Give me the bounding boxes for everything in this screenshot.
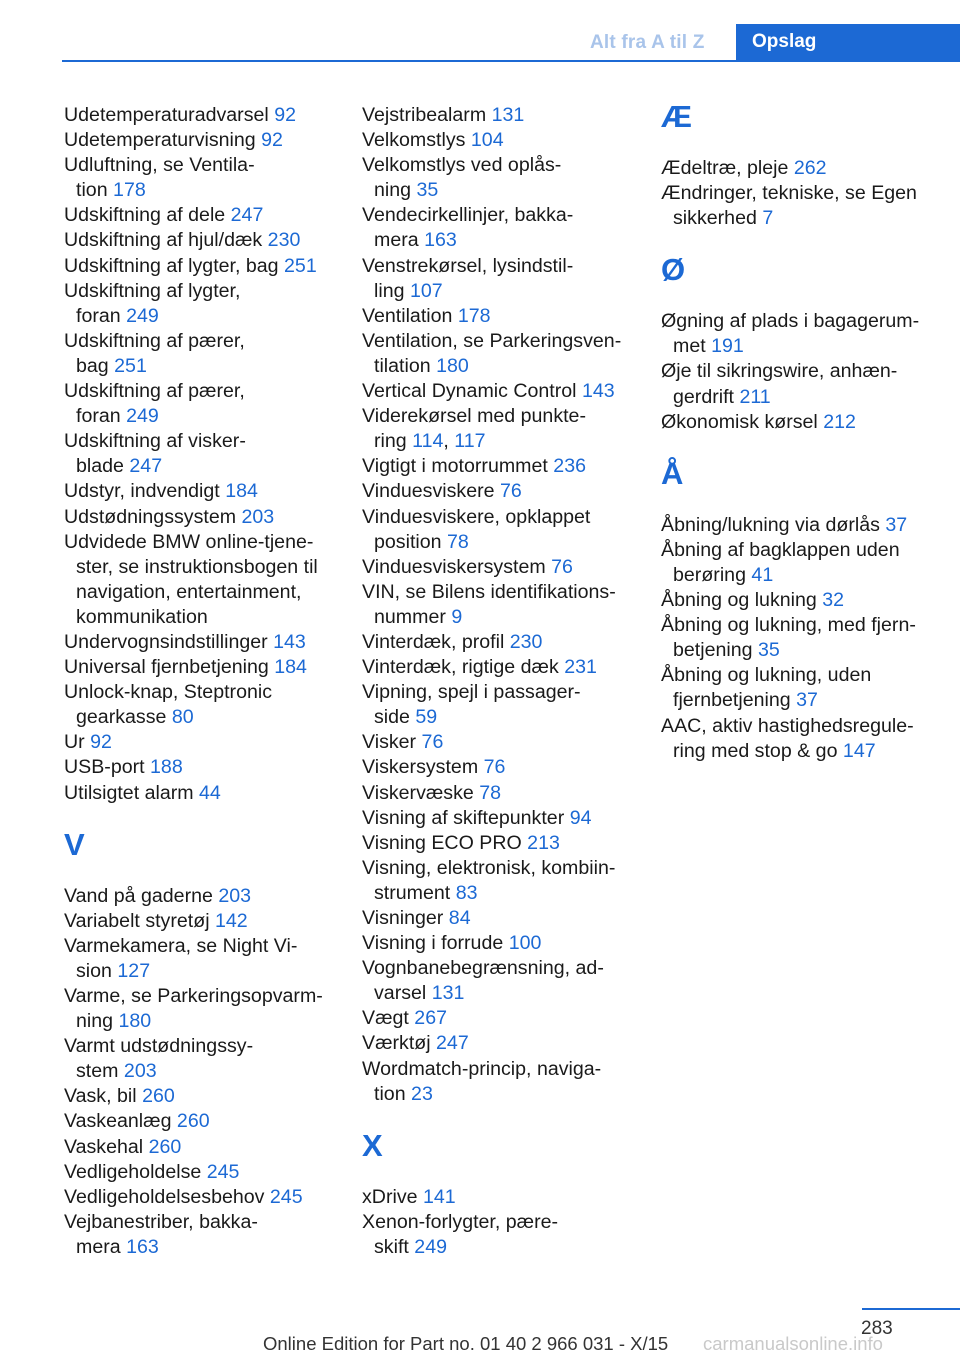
index-entry [362,931,647,956]
index-entry-text: Udskiftning af lygter, [64,279,241,302]
index-entry-text: Vask, bil [64,1085,137,1108]
index-entry-text: Øgning af plads i bagagerum- [661,310,920,333]
index-entry-text: ning [76,1010,114,1033]
page-reference-link[interactable]: 163 [424,229,457,252]
page-reference-link[interactable]: 44 [199,781,221,804]
index-column-3 [661,99,951,764]
index-entry-text: Vognbanebegrænsning, ad- [362,957,604,980]
index-entry [661,663,951,713]
page-reference-link[interactable]: 104 [470,129,504,152]
index-entry-text: Vinduesviskere [362,480,495,503]
index-entry-text: kommunikation [76,605,208,628]
page-reference-link[interactable]: 35 [416,179,439,202]
page-reference-link[interactable]: 83 [455,881,478,904]
index-entry-text: Xenon-forlygter, pære- [362,1210,559,1233]
index-entry [362,1057,647,1107]
page-reference-link[interactable]: 92 [90,731,112,754]
index-entry-text: betjening [673,639,753,662]
index-entry-text: AAC, aktiv hastighedsregule- [661,714,914,737]
page-reference-link[interactable]: 262 [793,157,827,179]
page-reference-link[interactable]: 191 [711,335,744,358]
index-entry [64,429,344,479]
index-entry [64,505,344,530]
index-entry [64,203,344,228]
index-entry-text: Ur [64,731,85,754]
page-reference-link[interactable]: 32 [822,589,845,612]
page-reference-link[interactable]: 143 [273,630,306,653]
page-header [0,0,960,62]
index-entry-text: Udstødningssystem [64,505,237,528]
page-reference-link[interactable]: 143 [581,380,615,403]
page-reference-link[interactable]: 78 [479,781,502,804]
page-reference-link[interactable]: 203 [123,1060,157,1083]
page-reference-link[interactable]: 141 [422,1185,456,1208]
index-entry-text: Udstyr, indvendigt [64,480,220,503]
index-entry-text: Værktøj [362,1032,431,1055]
index-entry [362,128,647,153]
page-reference-link[interactable]: 100 [508,932,542,955]
index-entry [362,630,647,655]
page-reference-link[interactable]: 117 [454,430,486,453]
page-reference-link[interactable]: 7 [762,207,774,230]
page-reference-link[interactable]: 249 [126,304,159,327]
page-reference-link[interactable]: 76 [499,480,522,503]
index-letter-heading: V [64,826,85,862]
index-entry [64,1109,344,1134]
index-entry-text: Viskersystem [362,756,479,779]
page-reference-link[interactable]: 212 [823,410,856,433]
index-entry-text: Visning af skiftepunkter [362,806,565,829]
page-reference-link[interactable]: 260 [142,1085,175,1108]
index-entry [362,1185,647,1210]
footer-rule [862,1308,960,1310]
page-reference-link[interactable]: 230 [267,229,301,252]
index-entry-text: Visning, elektronisk, kombiin- [362,856,616,879]
chapter-tab[interactable] [736,24,960,62]
index-entry-text: Vaskeanlæg [64,1110,172,1133]
index-entry-text: Vaskehal [64,1135,144,1158]
index-entry [362,655,647,680]
index-entry-text: Udskiftning af pærer, [64,380,245,403]
page-reference-link[interactable]: 92 [274,104,296,126]
page-reference-link[interactable]: 245 [269,1185,303,1208]
index-entry [661,714,951,764]
page-reference-link[interactable]: 260 [176,1110,210,1133]
page-reference-link[interactable]: 249 [126,405,159,428]
index-entry [64,1160,344,1185]
index-entry-text: Ventilation [362,304,453,327]
page-reference-link[interactable]: 251 [114,354,147,377]
index-entry-text: Økonomisk kørsel [661,410,818,433]
index-entry [362,254,647,304]
index-entry-text: side [374,706,410,729]
index-entry-text: Varme, se Parkeringsopvarm- [64,985,323,1007]
index-entry [64,984,344,1034]
index-entry-text: navigation, entertainment, [76,580,302,603]
index-entry [64,680,344,730]
page-reference-link[interactable]: 131 [431,982,465,1005]
index-entry-text: Vertical Dynamic Control [362,380,577,403]
index-entry [362,580,647,630]
page-reference-link[interactable]: 37 [796,689,818,712]
page-reference-link[interactable]: 180 [118,1010,152,1033]
index-entry-text: Vipning, spejl i passager- [362,681,581,704]
index-entry-text: met [673,335,706,358]
index-entry-text: Velkomstlys ved oplås- [362,154,562,177]
index-entry [64,479,344,504]
index-entry-text: position [374,530,442,553]
index-entry-text: VIN, se Bilens identifikations- [362,580,616,603]
page-reference-link[interactable]: 231 [564,656,597,679]
index-entry-text: Vinduesviskersystem [362,555,546,578]
page-reference-link[interactable]: 247 [230,204,264,227]
page-reference-link[interactable]: 245 [206,1160,240,1183]
page-reference-link[interactable]: 180 [436,354,469,377]
page-reference-link[interactable]: 35 [758,639,780,662]
index-entry [362,1210,647,1260]
index-entry [661,181,951,231]
page-reference-link[interactable]: 94 [569,806,592,829]
index-entry-text: Åbning/lukning via dørlås [661,513,880,536]
index-entry-text: Variabelt styretøj [64,909,210,932]
index-entry-text: berøring [673,563,746,586]
index-entry [661,588,951,613]
header-rule [62,60,960,62]
index-entry-text: Visninger [362,907,444,929]
index-column-2 [362,103,647,1260]
page-reference-link[interactable]: 203 [218,884,252,907]
index-entry [362,555,647,580]
index-entry [362,906,647,931]
index-entry-text: ster, se instruktionsbogen til [76,555,318,578]
page-reference-link[interactable]: 184 [274,656,307,679]
index-entry-text: Viskervæske [362,781,474,804]
index-entry-text: Vejstribealarm [362,104,487,126]
index-entry [362,831,647,856]
index-entry [64,1185,344,1210]
index-entry-text: skift [374,1235,409,1258]
index-entry [64,530,344,630]
index-column-1 [64,103,344,1260]
index-entry [64,153,344,203]
index-entry-text: Udetemperaturadvarsel [64,104,269,126]
index-entry [362,956,647,1006]
index-entry [64,379,344,429]
page-reference-link[interactable]: 184 [225,480,258,503]
index-entry-text: Øje til sikringswire, anhæn- [661,360,898,383]
index-entry-text: gearkasse [76,706,167,729]
index-entry-text: Åbning af bagklappen uden [661,538,900,561]
index-entry-text: mera [76,1235,121,1258]
index-entry [362,1006,647,1031]
index-entry [362,730,647,755]
index-entry [64,1034,344,1084]
page-number: 283 [861,1318,893,1339]
index-entry-text: Udluftning, se Ventila- [64,154,255,177]
index-entry [362,329,647,379]
index-entry-text: nummer [374,605,446,628]
chapter-tab-label: Opslag [752,31,817,52]
page-reference-link[interactable]: 249 [414,1235,447,1258]
index-entry-text: Universal fjernbetjening [64,656,269,679]
index-entry-text: gerdrift [673,385,734,408]
index-entry-text: tilation [374,354,431,377]
index-entry [661,410,951,435]
index-entry-text: Vinduesviskere, opklappet [362,505,591,528]
page-reference-link[interactable]: 84 [448,907,471,929]
index-entry-text: xDrive [362,1185,418,1208]
page-reference-link[interactable]: 127 [117,959,151,982]
index-entry-text: Udskiftning af hjul/dæk [64,229,263,252]
index-entry [362,379,647,404]
index-entry [661,156,951,181]
index-entry-text: Velkomstlys [362,129,466,152]
page-reference-link[interactable]: 92 [261,129,283,152]
page-reference-link[interactable]: 80 [171,706,194,729]
index-entry [362,856,647,906]
index-entry-text: fjernbetjening [673,689,791,712]
index-entry-text: Ventilation, se Parkeringsven- [362,329,622,352]
index-entry-text: ling [374,279,405,302]
index-entry-text: Vinterdæk, rigtige dæk [362,656,559,679]
page-reference-link[interactable]: 213 [527,831,560,854]
watermark: carmanualsonline.info [703,1333,883,1354]
index-entry-text: Udskiftning af pærer, [64,329,245,352]
page-reference-link[interactable]: 147 [842,739,876,762]
index-letter-heading: X [362,1127,383,1163]
page-reference-link[interactable]: 142 [215,909,248,932]
index-entry-text: Ædeltræ, pleje [661,157,789,179]
index-entry-text: Vigtigt i motorrummet [362,455,548,478]
index-entry [362,304,647,329]
index-entry-text: Wordmatch-princip, naviga- [362,1057,602,1080]
page-reference-link[interactable]: 163 [126,1235,159,1258]
index-entry-text: Vægt [362,1007,409,1030]
index-entry-text: ring [374,430,407,453]
index-entry-text: Vejbanestriber, bakka- [64,1210,258,1233]
index-entry [362,680,647,730]
index-entry-text: Udvidede BMW online-tjene- [64,530,314,553]
index-entry-text: Undervognsindstillinger [64,630,268,653]
index-entry [64,128,344,153]
index-entry-text: Vand på gaderne [64,884,213,907]
index-entry-text: bag [76,354,109,377]
section-title: Alt fra A til Z [590,32,705,53]
index-entry [661,613,951,663]
page-reference-link[interactable]: 23 [411,1082,433,1105]
index-entry [64,1135,344,1160]
index-entry [64,934,344,984]
index-entry-text: Udskiftning af dele [64,204,226,227]
index-entry: Viderekørsel med punkte- ring 114, 117 [362,405,586,453]
index-entry [362,153,647,203]
index-entry-text: Venstrekørsel, lysindstil- [362,254,574,277]
index-entry [362,781,647,806]
page-reference-link[interactable]: 37 [885,513,908,536]
page-reference-link[interactable]: 203 [241,505,275,528]
index-entry-text: blade [76,455,124,478]
index-entry [661,538,951,588]
index-entry [64,103,344,128]
index-letter-heading: Å [661,455,684,491]
index-entry [362,103,647,128]
page-reference-link[interactable]: 211 [739,385,771,408]
page-reference-link[interactable]: 251 [284,254,317,277]
index-entry-text: Vedligeholdelsesbehov [64,1185,265,1208]
index-letter-heading: Ø [661,252,686,288]
index-entry-text: Vinterdæk, profil [362,630,505,653]
index-entry-text: Åbning og lukning, med fjern- [661,614,916,637]
index-entry-text: ring med stop & go [673,739,838,762]
page-reference-link[interactable]: 107 [409,279,443,302]
index-entry [362,755,647,780]
page-reference-link[interactable]: 188 [150,756,183,779]
index-entry-text: Viderekørsel med punkte- [362,405,586,428]
index-letter-heading: Æ [661,99,692,134]
index-entry-text: ning [374,179,412,202]
index-entry [64,254,344,279]
index-entry [64,884,344,909]
index-entry [661,513,951,538]
page-reference-link[interactable]: 76 [483,756,506,779]
index-entry [362,479,647,504]
index-entry [64,279,344,329]
page-reference-link[interactable]: 76 [551,555,573,578]
page-reference-link[interactable]: 178 [113,179,146,202]
page-reference-link[interactable]: 114 [412,430,444,453]
index-entry-text: Åbning og lukning [661,589,817,612]
index-entry [661,359,951,409]
index-entry [362,454,647,479]
index-entry [64,630,344,655]
index-entry-text: sikkerhed [673,207,757,230]
page-reference-link[interactable]: 260 [148,1135,182,1158]
index-entry [362,1031,647,1056]
index-entry-text: Udetemperaturvisning [64,129,256,152]
index-entry-text: tion [374,1082,406,1105]
index-entry-text: Udskiftning af lygter, bag [64,254,279,277]
index-entry-text: stem [76,1060,119,1083]
index-entry-text: tion [76,179,108,202]
index-entry-text: strument [374,881,451,904]
index-entry [661,309,951,359]
index-entry [64,781,344,806]
index-entry-text: Ændringer, tekniske, se Egen [661,182,917,205]
index-entry-text: Vendecirkellinjer, bakka- [362,204,574,227]
index-entry-text: Udskiftning af visker- [64,430,246,453]
page-reference-link[interactable]: 9 [451,605,463,628]
index-entry [64,909,344,934]
page-reference-link[interactable]: 76 [421,731,444,754]
page-reference-link[interactable]: 78 [447,530,469,553]
page-reference-link[interactable]: 236 [553,455,586,478]
page-reference-link[interactable]: 230 [509,630,543,653]
index-entry-text: foran [76,405,121,428]
index-entry-text: USB-port [64,756,145,779]
index-entry-text: foran [76,304,121,327]
index-entry-text: sion [76,959,112,982]
index-entry-text: Varmekamera, se Night Vi- [64,934,298,957]
index-entry-text: mera [374,229,419,252]
index-entry-text: Unlock-knap, Steptronic [64,681,273,704]
index-entry [64,228,344,253]
index-entry [64,329,344,379]
index-entry-text: Vedligeholdelse [64,1160,202,1183]
index-entry-text: Visning i forrude [362,932,504,955]
page-reference-link[interactable]: 131 [491,104,525,126]
index-entry [64,655,344,680]
edition-footer: Online Edition for Part no. 01 40 2 966 031 - X/15 [263,1333,669,1354]
page-reference-link[interactable]: 247 [129,455,163,478]
index-entry [64,730,344,755]
page-reference-link[interactable]: 41 [751,563,774,586]
index-entry-text: varsel [374,982,427,1005]
index-entry-text: Visning ECO PRO [362,831,522,854]
index-entry [64,1210,344,1260]
index-entry-text: Varmt udstødningssy- [64,1035,254,1058]
index-entry [362,505,647,555]
index-entry [362,203,647,253]
page-reference-link[interactable]: 267 [414,1007,447,1030]
page-reference-link[interactable]: 59 [415,706,438,729]
index-entry-text: Utilsigtet alarm [64,781,194,804]
page-reference-link[interactable]: 247 [436,1032,469,1055]
page-reference-link[interactable]: 178 [457,304,491,327]
index-entry [64,1084,344,1109]
index-entry [64,755,344,780]
index-entry-text: Åbning og lukning, uden [661,664,872,687]
index-entry [362,806,647,831]
index-entry-text: Visker [362,731,417,754]
